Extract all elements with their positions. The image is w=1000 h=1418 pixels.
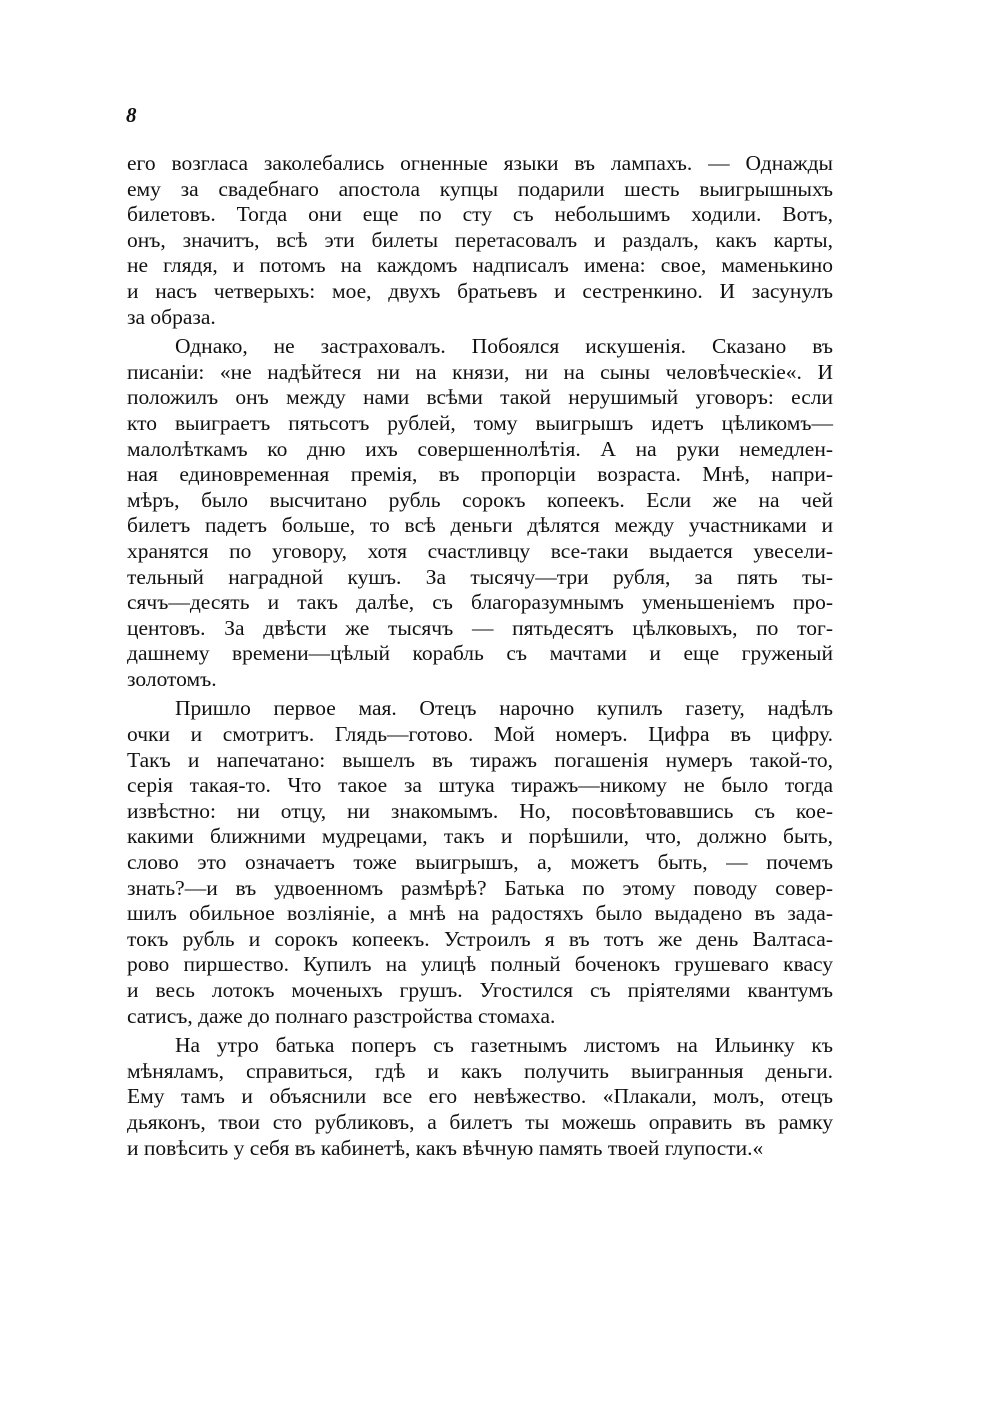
text-line: и весь лотокъ моченыхъ грушъ. Угостился съ пріятелями квантумъ xyxy=(127,978,833,1002)
text-line: и насъ четверыхъ: мое, двухъ братьевъ и сестренкино. И засунулъ xyxy=(127,278,833,303)
text-line: сатисъ, даже до полнаго разстройства стомаха. xyxy=(127,1003,556,1028)
text-line: писаніи: «не надѣйтеся ни на князи, ни на сыны человѣческіе«. И xyxy=(127,359,833,384)
text-line: рово пиршество. Купилъ на улицѣ полный боченокъ грушеваго квасу xyxy=(127,952,833,977)
text-line: мѣръ, было высчитано рубль сорокъ копеекъ. Если же на чей xyxy=(127,487,833,512)
text-line: тельный наградной кушъ. За тысячу—три рубля, за пять ты- xyxy=(127,564,833,589)
text-line: его возгласа заколебались огненные языки въ лампахъ. — Однажды xyxy=(127,151,833,175)
text-line: ная единовременная премія, въ пропорціи возраста. Мнѣ, напри- xyxy=(127,462,833,487)
paragraph xyxy=(127,696,833,1029)
text-line: и повѣсить у себя въ кабинетѣ, какъ вѣчную память твоей глупости.« xyxy=(127,1135,764,1160)
paragraph xyxy=(127,1033,833,1161)
body-text xyxy=(127,151,833,1161)
text-line: положилъ онъ между нами всѣми такой нерушимый уговоръ: если xyxy=(127,385,833,410)
text-line: знать?—и въ удвоенномъ размѣрѣ? Батька по этому поводу совер- xyxy=(127,875,833,900)
paragraph xyxy=(127,151,833,330)
text-line: слово это означаетъ тоже выигрышъ, а, можетъ быть, — почемъ xyxy=(127,850,833,875)
text-line: извѣстно: ни отцу, ни знакомымъ. Но, посовѣтовавшись съ кое- xyxy=(127,798,833,823)
text-line: мѣняламъ, справиться, гдѣ и какъ получить выигранныя деньги. xyxy=(127,1058,833,1083)
text-line: Такъ и напечатано: вышелъ въ тиражъ погашенія нумеръ такой-то, xyxy=(127,747,833,772)
text-line: шилъ обильное возліяніе, а мнѣ на радостяхъ было выдадено въ зада- xyxy=(127,901,833,926)
page-number: 8 xyxy=(126,103,137,127)
text-line: золотомъ. xyxy=(127,666,217,691)
text-line: дьяконъ, твои сто рубликовъ, а билетъ ты можешь оправить въ рамку xyxy=(127,1109,833,1134)
text-line: токъ рубль и сорокъ копеекъ. Устроилъ я въ тотъ же день Валтаса- xyxy=(127,926,833,951)
text-line: дашнему времени—цѣлый корабль съ мачтами и еще груженый xyxy=(127,641,833,666)
text-line: серія такая-то. Что такое за штука тиражъ—никому не было тогда xyxy=(127,773,833,798)
text-line: малолѣткамъ ко дню ихъ совершеннолѣтія. А на руки немедлен- xyxy=(127,436,833,461)
text-line: хранятся по уговору, хотя счастливцу все-таки выдается увесели- xyxy=(127,538,833,563)
text-line: билетовъ. Тогда они еще по сту съ небольшимъ ходили. Вотъ, xyxy=(127,202,833,227)
text-line: билетъ падетъ больше, то всѣ деньги дѣлятся между участниками и xyxy=(127,513,833,538)
text-line: за образа. xyxy=(127,304,216,329)
text-line: сячъ—десять и такъ далѣе, съ благоразумнымъ уменьшеніемъ про- xyxy=(127,590,833,615)
text-line: кто выиграетъ пятьсотъ рублей, тому выигрышъ идетъ цѣликомъ— xyxy=(127,410,833,435)
paragraph xyxy=(127,334,833,692)
text-line: Однако, не застраховалъ. Побоялся искушенія. Сказано въ xyxy=(175,334,833,359)
text-line: Пришло первое мая. Отецъ нарочно купилъ газету, надѣлъ xyxy=(175,696,833,721)
text-line: не глядя, и потомъ на каждомъ надписалъ имена: свое, маменькино xyxy=(127,253,833,278)
text-line: какими ближними мудрецами, такъ и порѣшили, что, должно быть, xyxy=(127,824,833,849)
text-line: На утро батька поперъ съ газетнымъ листомъ на Ильинку къ xyxy=(175,1033,833,1058)
text-line: очки и смотритъ. Глядь—готово. Мой номеръ. Цифра въ цифру. xyxy=(127,722,833,747)
text-line: центовъ. За двѣсти же тысячъ — пятьдесятъ цѣлковыхъ, по тог- xyxy=(127,615,833,640)
text-line: Ему тамъ и объяснили все его невѣжество. «Плакали, молъ, отецъ xyxy=(127,1084,833,1109)
text-line: онъ, значитъ, всѣ эти билеты перетасовалъ и раздалъ, какъ карты, xyxy=(127,227,833,252)
text-line: ему за свадебнаго апостола купцы подарили шесть выигрышныхъ xyxy=(127,176,833,201)
